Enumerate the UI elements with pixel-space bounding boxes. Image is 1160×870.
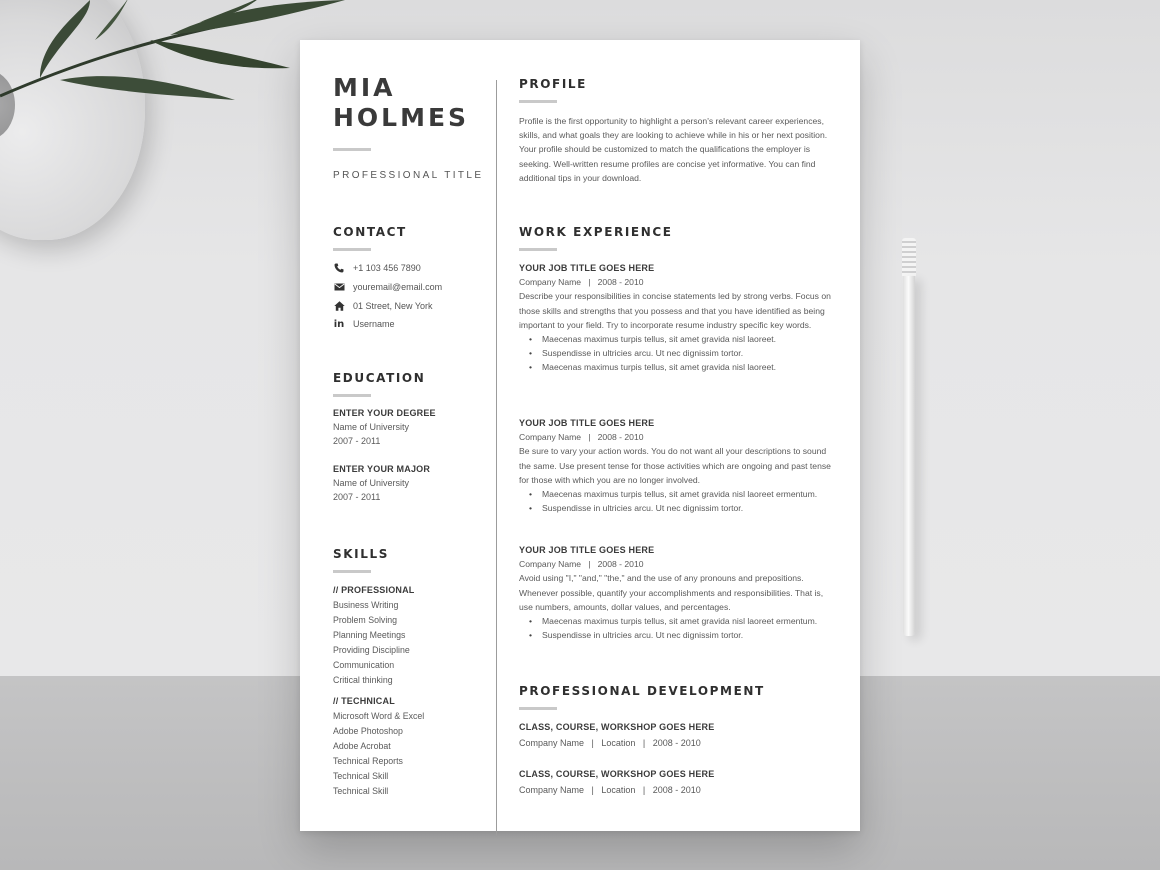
job-meta: Company Name | 2008 - 2010 <box>519 432 644 443</box>
pencil-ferrule <box>902 238 916 276</box>
course-meta: Company Name | Location | 2008 - 2010 <box>519 738 701 748</box>
job-bullet: • Suspendisse in ultricies arcu. Ut nec dignissim tortor. <box>542 501 834 515</box>
job-description: Be sure to vary your action words. You do not want all your descriptions to sound the same. Use present tense for those activities which are ongoing and past tense for those with which you are no longer involved. <box>519 446 831 485</box>
job-entry <box>519 261 834 375</box>
phone-icon <box>333 262 345 274</box>
job-meta: Company Name | 2008 - 2010 <box>519 277 644 288</box>
job-title: YOUR JOB TITLE GOES HERE <box>519 418 655 428</box>
contact-underline <box>333 248 371 251</box>
job-entry <box>519 416 834 515</box>
work-experience-heading: WORK EXPERIENCE <box>519 225 673 239</box>
professional-skills-heading: // PROFESSIONAL <box>333 585 415 595</box>
contact-phone-text: +1 103 456 7890 <box>353 263 421 273</box>
last-name: HOLMES <box>333 103 470 132</box>
course-meta: Company Name | Location | 2008 - 2010 <box>519 785 701 795</box>
job-description: Avoid using "I," "and," "the," and the use of any pronouns and prepositions. Whenever possible, quantify your accomplishments and responsibilities. That is, use numbers, amounts, dollar values, and percentages. <box>519 573 824 612</box>
contact-address <box>333 299 433 313</box>
course-title: CLASS, COURSE, WORKSHOP GOES HERE <box>519 769 715 779</box>
education-years: 2007 - 2011 <box>333 492 381 502</box>
contact-email-text: youremail@email.com <box>353 282 443 292</box>
resume-page <box>300 40 860 831</box>
skill-item: Problem Solving <box>333 615 398 625</box>
contact-linkedin <box>333 317 395 331</box>
professional-skills-list <box>333 598 410 688</box>
skills-underline <box>333 570 371 573</box>
profile-summary: Profile is the first opportunity to highlight a person's relevant career experiences, skills, and what goals they are looking to achieve while in his or her next position. Your profile should be customized to match the qualifications the employer is seeking. Well-written resume profiles are concise yet informative. You can find additional tips in your download. <box>519 116 828 183</box>
skill-item: Business Writing <box>333 600 399 610</box>
work-experience-underline <box>519 248 557 251</box>
first-name: MIA <box>333 73 396 102</box>
education-heading: EDUCATION <box>333 371 426 385</box>
professional-development-heading: PROFESSIONAL DEVELOPMENT <box>519 684 765 698</box>
skill-item: Providing Discipline <box>333 645 410 655</box>
job-bullet: • Maecenas maximus turpis tellus, sit amet gravida nisl laoreet. <box>542 332 834 346</box>
contact-email <box>333 280 442 294</box>
job-title: YOUR JOB TITLE GOES HERE <box>519 545 655 555</box>
technical-skills-list <box>333 709 424 799</box>
education-school: Name of University <box>333 478 410 488</box>
job-entry <box>519 543 834 642</box>
envelope-icon <box>333 281 345 293</box>
education-degree: ENTER YOUR MAJOR <box>333 464 431 474</box>
job-bullets <box>519 332 834 375</box>
job-bullet: • Maecenas maximus turpis tellus, sit amet gravida nisl laoreet. <box>542 360 834 374</box>
education-years: 2007 - 2011 <box>333 436 381 446</box>
job-bullets <box>519 614 834 642</box>
profile-heading: PROFILE <box>519 77 587 91</box>
linkedin-icon: in <box>333 318 345 330</box>
skill-item: Critical thinking <box>333 675 393 685</box>
contact-phone <box>333 261 421 275</box>
pencil-body <box>903 276 915 636</box>
column-divider <box>496 80 497 837</box>
skill-item: Technical Reports <box>333 756 403 766</box>
home-icon <box>333 300 345 312</box>
job-meta: Company Name | 2008 - 2010 <box>519 559 644 570</box>
skill-item: Technical Skill <box>333 771 389 781</box>
skill-item: Adobe Acrobat <box>333 741 391 751</box>
pencil-decoration <box>901 238 917 640</box>
name-underline <box>333 148 371 151</box>
skills-heading: SKILLS <box>333 547 389 561</box>
job-bullet: • Maecenas maximus turpis tellus, sit amet gravida nisl laoreet ermentum. <box>542 614 834 628</box>
education-underline <box>333 394 371 397</box>
professional-title: PROFESSIONAL TITLE <box>333 170 484 181</box>
skill-item: Technical Skill <box>333 786 389 796</box>
job-title: YOUR JOB TITLE GOES HERE <box>519 263 655 273</box>
skill-item: Planning Meetings <box>333 630 406 640</box>
job-bullet: • Suspendisse in ultricies arcu. Ut nec dignissim tortor. <box>542 628 834 642</box>
candidate-name <box>333 73 469 133</box>
job-bullets <box>519 487 834 515</box>
education-degree: ENTER YOUR DEGREE <box>333 408 436 418</box>
contact-heading: CONTACT <box>333 225 407 239</box>
contact-linkedin-text: Username <box>353 319 395 329</box>
contact-address-text: 01 Street, New York <box>353 301 433 311</box>
job-bullet: • Maecenas maximus turpis tellus, sit amet gravida nisl laoreet ermentum. <box>542 487 834 501</box>
skill-item: Communication <box>333 660 395 670</box>
job-bullet: • Suspendisse in ultricies arcu. Ut nec dignissim tortor. <box>542 346 834 360</box>
skill-item: Adobe Photoshop <box>333 726 403 736</box>
skill-item: Microsoft Word & Excel <box>333 711 425 721</box>
job-description: Describe your responsibilities in concise statements led by strong verbs. Focus on those skills and strengths that you possess and that you have identified as being important to your field. Try to incorporate resume industry specific key words. <box>519 291 831 330</box>
technical-skills-heading: // TECHNICAL <box>333 696 395 706</box>
course-title: CLASS, COURSE, WORKSHOP GOES HERE <box>519 722 715 732</box>
profile-underline <box>519 100 557 103</box>
education-school: Name of University <box>333 422 410 432</box>
professional-development-underline <box>519 707 557 710</box>
